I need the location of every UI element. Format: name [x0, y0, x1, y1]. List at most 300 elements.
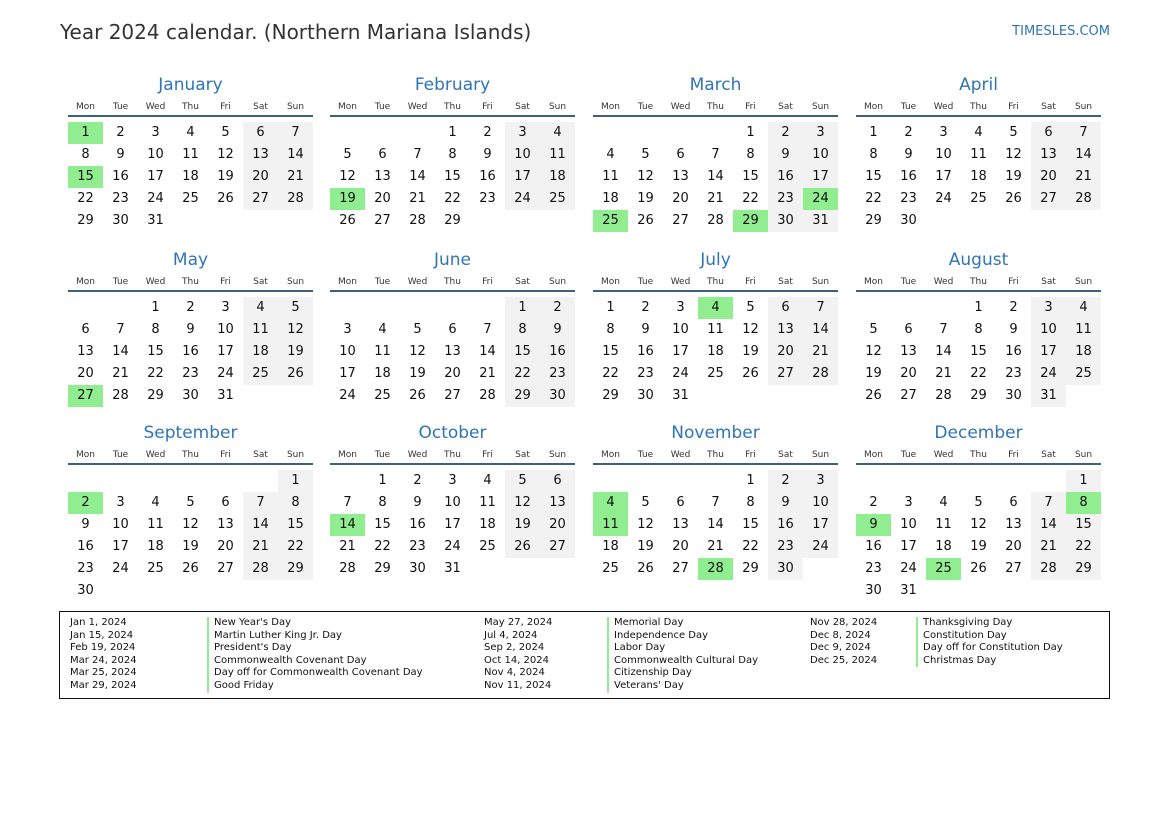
month-name: April — [959, 75, 998, 95]
day-cell: 19 — [865, 366, 882, 381]
day-cell: 14 — [803, 319, 838, 341]
day-cell: 18 — [935, 539, 952, 554]
day-cell: 24 — [900, 561, 917, 576]
weekday-header: Wed — [670, 277, 691, 287]
day-cell: 5 — [413, 322, 422, 337]
day-cell: 13 — [243, 144, 278, 166]
day-cell: 24 — [1031, 363, 1066, 385]
weekday-header: Tue — [637, 450, 654, 460]
day-cell: 7 — [803, 297, 838, 319]
day-cell: 5 — [343, 147, 352, 162]
weekday-header: Sat — [515, 102, 530, 112]
day-cell: 28 — [112, 388, 129, 403]
day-cell: 10 — [505, 144, 540, 166]
day-cell: 8 — [278, 492, 313, 514]
day-cell: 31 — [803, 210, 838, 232]
weekday-header: Sat — [515, 450, 530, 460]
weekday-header: Sun — [811, 102, 830, 112]
day-cell: 15 — [970, 344, 987, 359]
day-cell: 1 — [278, 470, 313, 492]
day-cell: 15 — [742, 517, 759, 532]
page-title: Year 2024 calendar. (Northern Mariana Islands) — [60, 20, 532, 44]
day-cell: 19 — [637, 191, 654, 206]
weekday-header: Sat — [515, 277, 530, 287]
weekday-header: Fri — [482, 102, 493, 112]
day-cell: 13 — [444, 344, 461, 359]
site-link[interactable]: TIMESLES.COM — [1012, 24, 1110, 39]
day-cell: 28 — [243, 558, 278, 580]
day-cell: 13 — [217, 517, 234, 532]
day-cell: 26 — [742, 366, 759, 381]
holiday-day-cell: 8 — [1066, 492, 1101, 514]
day-cell: 15 — [602, 344, 619, 359]
day-cell: 17 — [672, 344, 689, 359]
weekday-header: Mon — [338, 277, 357, 287]
day-cell: 26 — [970, 561, 987, 576]
holiday-day-cell: 9 — [856, 514, 891, 536]
day-cell: 2 — [540, 297, 575, 319]
day-cell: 11 — [970, 147, 987, 162]
day-cell: 10 — [672, 322, 689, 337]
weekday-header: Fri — [482, 450, 493, 460]
weekday-header: Sat — [253, 277, 268, 287]
day-cell: 7 — [711, 147, 720, 162]
day-cell: 12 — [637, 517, 654, 532]
weekday-header: Mon — [338, 102, 357, 112]
holiday-date: May 27, 2024 — [484, 617, 553, 628]
day-cell: 10 — [339, 344, 356, 359]
day-cell: 12 — [970, 517, 987, 532]
day-cell: 27 — [217, 561, 234, 576]
day-cell: 27 — [768, 363, 803, 385]
day-cell: 29 — [444, 213, 461, 228]
day-cell: 20 — [540, 514, 575, 536]
weekday-header: Mon — [76, 277, 95, 287]
weekday-header: Fri — [1008, 102, 1019, 112]
day-cell: 11 — [540, 144, 575, 166]
day-cell: 22 — [278, 536, 313, 558]
day-cell: 19 — [1005, 169, 1022, 184]
day-cell: 9 — [768, 144, 803, 166]
day-cell: 16 — [112, 169, 129, 184]
weekday-header: Thu — [970, 450, 987, 460]
day-cell: 16 — [900, 169, 917, 184]
weekday-header: Thu — [182, 277, 199, 287]
day-cell: 29 — [278, 558, 313, 580]
day-cell: 28 — [1066, 188, 1101, 210]
weekday-header: Thu — [970, 102, 987, 112]
weekday-header: Wed — [407, 277, 428, 287]
day-cell: 17 — [803, 514, 838, 536]
day-cell: 16 — [409, 517, 426, 532]
day-cell: 29 — [970, 388, 987, 403]
day-cell: 9 — [904, 147, 913, 162]
day-cell: 31 — [147, 213, 164, 228]
day-cell: 23 — [900, 191, 917, 206]
day-cell: 18 — [182, 169, 199, 184]
day-cell: 18 — [540, 166, 575, 188]
day-cell: 16 — [540, 341, 575, 363]
day-cell: 19 — [505, 514, 540, 536]
day-cell: 19 — [278, 341, 313, 363]
weekday-header: Tue — [112, 102, 129, 112]
day-cell: 8 — [869, 147, 878, 162]
day-cell: 14 — [243, 514, 278, 536]
weekday-header: Fri — [1008, 450, 1019, 460]
day-cell: 23 — [479, 191, 496, 206]
day-cell: 4 — [483, 473, 492, 488]
weekday-header: Mon — [76, 450, 95, 460]
day-cell: 11 — [182, 147, 199, 162]
weekday-header: Wed — [407, 102, 428, 112]
day-cell: 18 — [147, 539, 164, 554]
holiday-day-cell: 11 — [593, 514, 628, 536]
day-cell: 26 — [637, 561, 654, 576]
day-cell: 22 — [742, 539, 759, 554]
holiday-day-cell: 29 — [733, 210, 768, 232]
day-cell: 1 — [505, 297, 540, 319]
day-cell: 16 — [1005, 344, 1022, 359]
day-cell: 13 — [77, 344, 94, 359]
weekday-header: Fri — [220, 277, 231, 287]
day-cell: 24 — [217, 366, 234, 381]
day-cell: 15 — [374, 517, 391, 532]
day-cell: 1 — [448, 125, 457, 140]
weekday-header: Wed — [145, 102, 166, 112]
day-cell: 8 — [151, 322, 160, 337]
day-cell: 27 — [672, 213, 689, 228]
day-cell: 2 — [186, 300, 195, 315]
day-cell: 21 — [278, 166, 313, 188]
holiday-day-cell: 27 — [68, 385, 103, 407]
day-cell: 4 — [606, 147, 615, 162]
day-cell: 25 — [540, 188, 575, 210]
day-cell: 25 — [243, 363, 278, 385]
day-cell: 15 — [147, 344, 164, 359]
weekday-header: Mon — [864, 277, 883, 287]
weekday-header: Mon — [76, 102, 95, 112]
month-header-rule — [856, 290, 1101, 292]
day-cell: 18 — [374, 366, 391, 381]
month-header-rule — [330, 115, 575, 117]
holiday-date: Jan 15, 2024 — [70, 629, 134, 641]
day-cell: 24 — [505, 188, 540, 210]
weekday-header: Sat — [778, 277, 793, 287]
day-cell: 30 — [540, 385, 575, 407]
day-cell: 31 — [444, 561, 461, 576]
holiday-day-cell: 4 — [698, 297, 733, 319]
weekday-header: Wed — [933, 450, 954, 460]
day-cell: 16 — [637, 344, 654, 359]
day-cell: 21 — [803, 341, 838, 363]
day-cell: 9 — [413, 495, 422, 510]
day-cell: 2 — [1009, 300, 1018, 315]
weekday-header: Sat — [1041, 450, 1056, 460]
day-cell: 26 — [278, 363, 313, 385]
day-cell: 1 — [869, 125, 878, 140]
holiday-name: President's Day — [207, 642, 292, 655]
day-cell: 19 — [970, 539, 987, 554]
day-cell: 27 — [243, 188, 278, 210]
day-cell: 24 — [112, 561, 129, 576]
day-cell: 16 — [479, 169, 496, 184]
month-header-rule — [593, 115, 838, 117]
day-cell: 5 — [221, 125, 230, 140]
day-cell: 30 — [637, 388, 654, 403]
holiday-day-cell: 24 — [803, 188, 838, 210]
day-cell: 6 — [768, 297, 803, 319]
day-cell: 17 — [147, 169, 164, 184]
day-cell: 24 — [672, 366, 689, 381]
day-cell: 20 — [77, 366, 94, 381]
day-cell: 14 — [1066, 144, 1101, 166]
day-cell: 22 — [742, 191, 759, 206]
weekday-header: Sun — [1074, 450, 1093, 460]
holiday-name: Thanksgiving Day — [916, 617, 1012, 630]
weekday-header: Sun — [286, 450, 305, 460]
day-cell: 18 — [602, 191, 619, 206]
month-name: July — [700, 250, 731, 270]
day-cell: 14 — [935, 344, 952, 359]
day-cell: 31 — [900, 583, 917, 598]
holiday-name: Memorial Day — [607, 617, 683, 630]
day-cell: 17 — [1031, 341, 1066, 363]
day-cell: 1 — [606, 300, 615, 315]
day-cell: 15 — [742, 169, 759, 184]
holiday-name: Good Friday — [207, 680, 274, 693]
weekday-header: Wed — [145, 277, 166, 287]
month-name: May — [172, 250, 209, 270]
holiday-date: Mar 24, 2024 — [70, 654, 137, 666]
day-cell: 30 — [768, 210, 803, 232]
day-cell: 5 — [641, 495, 650, 510]
weekday-header: Sun — [548, 102, 567, 112]
day-cell: 21 — [935, 366, 952, 381]
day-cell: 6 — [378, 147, 387, 162]
day-cell: 10 — [217, 322, 234, 337]
weekday-header: Sat — [1041, 277, 1056, 287]
day-cell: 13 — [1031, 144, 1066, 166]
day-cell: 7 — [413, 147, 422, 162]
day-cell: 28 — [707, 213, 724, 228]
day-cell: 19 — [742, 344, 759, 359]
day-cell: 24 — [935, 191, 952, 206]
day-cell: 12 — [278, 319, 313, 341]
day-cell: 12 — [409, 344, 426, 359]
day-cell: 20 — [672, 539, 689, 554]
weekday-header: Fri — [745, 102, 756, 112]
day-cell: 14 — [409, 169, 426, 184]
day-cell: 13 — [672, 517, 689, 532]
day-cell: 7 — [711, 495, 720, 510]
weekday-header: Sun — [548, 277, 567, 287]
day-cell: 22 — [865, 191, 882, 206]
day-cell: 24 — [339, 388, 356, 403]
day-cell: 9 — [641, 322, 650, 337]
holiday-day-cell: 1 — [68, 122, 103, 144]
day-cell: 25 — [479, 539, 496, 554]
day-cell: 24 — [803, 536, 838, 558]
day-cell: 3 — [151, 125, 160, 140]
holiday-name: Day off for Constitution Day — [916, 642, 1063, 655]
holiday-name: New Year's Day — [207, 617, 291, 630]
day-cell: 15 — [278, 514, 313, 536]
weekday-header: Fri — [220, 102, 231, 112]
weekday-header: Sat — [253, 450, 268, 460]
holiday-day-cell: 25 — [593, 210, 628, 232]
day-cell: 26 — [409, 388, 426, 403]
day-cell: 10 — [444, 495, 461, 510]
day-cell: 9 — [483, 147, 492, 162]
month-name: December — [934, 423, 1023, 443]
day-cell: 15 — [1066, 514, 1101, 536]
weekday-header: Thu — [444, 277, 461, 287]
holiday-day-cell: 4 — [593, 492, 628, 514]
weekday-header: Tue — [637, 102, 654, 112]
weekday-header: Fri — [220, 450, 231, 460]
day-cell: 9 — [186, 322, 195, 337]
day-cell: 1 — [746, 473, 755, 488]
weekday-header: Tue — [112, 450, 129, 460]
day-cell: 6 — [676, 495, 685, 510]
day-cell: 23 — [409, 539, 426, 554]
day-cell: 10 — [1031, 319, 1066, 341]
day-cell: 5 — [1009, 125, 1018, 140]
holiday-date: Nov 4, 2024 — [484, 667, 545, 679]
month-name: October — [418, 423, 487, 443]
weekday-header: Thu — [444, 450, 461, 460]
holiday-day-cell: 15 — [68, 166, 103, 188]
day-cell: 22 — [77, 191, 94, 206]
day-cell: 26 — [217, 191, 234, 206]
weekday-header: Wed — [407, 450, 428, 460]
day-cell: 31 — [1031, 385, 1066, 407]
day-cell: 10 — [803, 492, 838, 514]
day-cell: 7 — [278, 122, 313, 144]
day-cell: 4 — [540, 122, 575, 144]
day-cell: 12 — [742, 322, 759, 337]
day-cell: 21 — [1031, 536, 1066, 558]
day-cell: 26 — [505, 536, 540, 558]
holiday-date: Dec 25, 2024 — [810, 654, 878, 666]
day-cell: 28 — [278, 188, 313, 210]
day-cell: 12 — [182, 517, 199, 532]
holiday-name: Commonwealth Covenant Day — [207, 655, 367, 668]
weekday-header: Fri — [745, 450, 756, 460]
day-cell: 29 — [742, 561, 759, 576]
day-cell: 21 — [707, 539, 724, 554]
day-cell: 22 — [970, 366, 987, 381]
day-cell: 30 — [900, 213, 917, 228]
holiday-date: Oct 14, 2024 — [484, 654, 549, 666]
day-cell: 29 — [505, 385, 540, 407]
day-cell: 3 — [1031, 297, 1066, 319]
day-cell: 23 — [768, 188, 803, 210]
day-cell: 23 — [637, 366, 654, 381]
weekday-header: Sun — [286, 102, 305, 112]
day-cell: 22 — [505, 363, 540, 385]
day-cell: 11 — [243, 319, 278, 341]
holiday-name: Citizenship Day — [607, 667, 692, 680]
day-cell: 9 — [81, 517, 90, 532]
day-cell: 8 — [746, 147, 755, 162]
day-cell: 6 — [1009, 495, 1018, 510]
day-cell: 7 — [343, 495, 352, 510]
day-cell: 26 — [637, 213, 654, 228]
day-cell: 23 — [112, 191, 129, 206]
day-cell: 7 — [1031, 492, 1066, 514]
day-cell: 14 — [479, 344, 496, 359]
day-cell: 11 — [1066, 319, 1101, 341]
day-cell: 14 — [707, 169, 724, 184]
day-cell: 6 — [676, 147, 685, 162]
day-cell: 19 — [182, 539, 199, 554]
day-cell: 22 — [602, 366, 619, 381]
weekday-header: Sat — [778, 450, 793, 460]
holiday-date: Nov 11, 2024 — [484, 680, 552, 691]
day-cell: 7 — [243, 492, 278, 514]
holiday-name: Day off for Commonwealth Covenant Day — [207, 667, 423, 680]
holiday-date: Dec 8, 2024 — [810, 629, 871, 641]
weekday-header: Thu — [182, 450, 199, 460]
holiday-day-cell: 19 — [330, 188, 365, 210]
day-cell: 7 — [939, 322, 948, 337]
day-cell: 27 — [374, 213, 391, 228]
day-cell: 5 — [505, 470, 540, 492]
month-header-rule — [68, 115, 313, 117]
day-cell: 10 — [900, 517, 917, 532]
day-cell: 1 — [378, 473, 387, 488]
weekday-header: Wed — [933, 102, 954, 112]
weekday-header: Mon — [601, 277, 620, 287]
weekday-header: Sun — [811, 277, 830, 287]
holiday-date: Mar 29, 2024 — [70, 680, 137, 691]
day-cell: 17 — [339, 366, 356, 381]
day-cell: 25 — [707, 366, 724, 381]
day-cell: 31 — [672, 388, 689, 403]
day-cell: 11 — [707, 322, 724, 337]
weekday-header: Thu — [970, 277, 987, 287]
day-cell: 27 — [900, 388, 917, 403]
day-cell: 25 — [374, 388, 391, 403]
weekday-header: Sun — [811, 450, 830, 460]
day-cell: 6 — [904, 322, 913, 337]
day-cell: 3 — [939, 125, 948, 140]
day-cell: 3 — [676, 300, 685, 315]
weekday-header: Tue — [374, 102, 391, 112]
day-cell: 2 — [768, 122, 803, 144]
day-cell: 14 — [278, 144, 313, 166]
day-cell: 17 — [935, 169, 952, 184]
weekday-header: Fri — [1008, 277, 1019, 287]
day-cell: 2 — [641, 300, 650, 315]
day-cell: 6 — [1031, 122, 1066, 144]
day-cell: 9 — [540, 319, 575, 341]
day-cell: 11 — [374, 344, 391, 359]
day-cell: 27 — [444, 388, 461, 403]
day-cell: 18 — [602, 539, 619, 554]
day-cell: 27 — [1031, 188, 1066, 210]
day-cell: 28 — [935, 388, 952, 403]
day-cell: 11 — [935, 517, 952, 532]
day-cell: 21 — [707, 191, 724, 206]
weekday-header: Wed — [933, 277, 954, 287]
day-cell: 3 — [221, 300, 230, 315]
month-header-rule — [330, 290, 575, 292]
weekday-header: Thu — [444, 102, 461, 112]
day-cell: 2 — [483, 125, 492, 140]
day-cell: 6 — [540, 470, 575, 492]
